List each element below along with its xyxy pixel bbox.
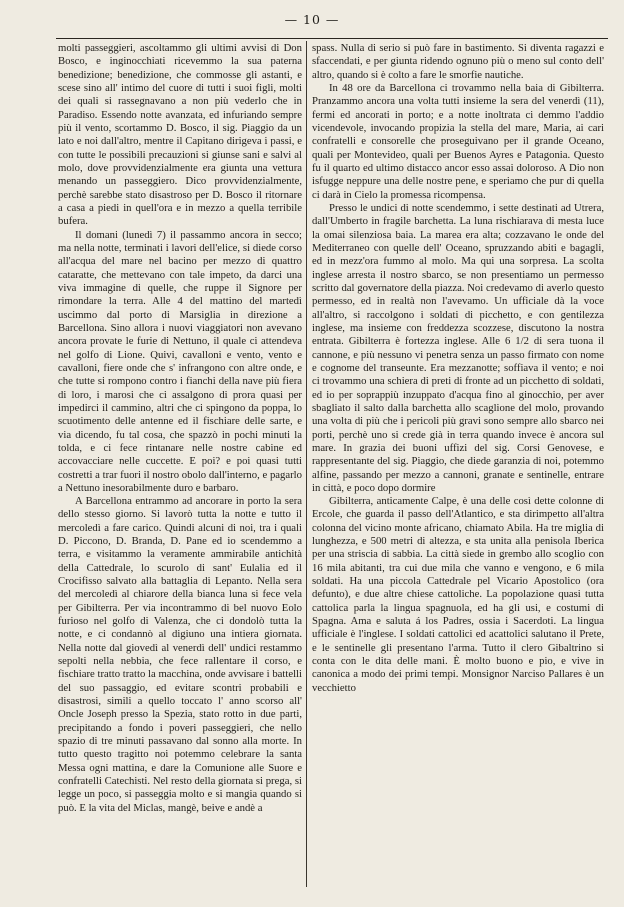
paragraph: In 48 ore da Barcellona ci trovammo nella baia di Gibilterra. Pranzammo ancora una volta tutti insieme la sera del venerdì (11), fermi ed ancorati in porto; e a notte inoltrata ci demmo l'addio vicendevole, invocando propizia la stella del mare, Maria, ai cari confratelli e consorelle che proseguivano per il grande Oceano, quali per Montevideo, quali per Buenos Ayres e Patagonia. Questo fu il quarto ed ultimo distacco ancor esso assai doloroso. A Dio non isfugge neppure una delle nostre pene, e speriamo che pur di quella ci darà in Cielo la promessa ricompensa.: [312, 81, 604, 201]
header-rule: [56, 38, 608, 39]
paragraph: Il domani (lunedì 7) il passammo ancora in secco; ma nella notte, terminati i lavori dell'elice, si diede corso all'acqua del mare nel bacino per mezzo di quattro cataratte, che mettevano con tale impeto, da darci una viva immagine di quelle, che ruppe il Signore per rimondare la terra. Alle 4 del mattino del martedì uscimmo dal porto di Marsiglia in direzione a Barcellona. Sino allora i nuovi viaggiatori non avevano ancora provate le furie di Nettuno, il quale ci attendeva nel golfo di Lione. Quivi, cavalloni e vento, vento e cavalloni, fiere onde che s' infrangono con altre onde, e che tutte si rompono contro i fianchi della nave più fiera di loro, i marosi che ci assalgono di prora quasi per impedirci il cammino, altri che ci spingono da poppa, lo scuotimento delle antenne ed il fischiare delle sarte, e via dicendo, fu tal cosa, che spazzò in pochi minuti la tolda, e ci fece rintanare nelle nostre cabine ed accovacciare nelle cuccette. E poi? e poi quasi tutti costretti a trar fuori il nostro obolo dall'interno, e pagarlo a Nettuno inesorabilmente duro e barbaro.: [58, 228, 302, 494]
right-column: [312, 42, 604, 695]
paragraph: Gibilterra, anticamente Calpe, è una delle così dette colonne di Ercole, che guarda il passo dell'Atlantico, e sta dirimpetto all'altra colonna del vicino monte africano, chiamato Abila. Ha tre miglia di lunghezza, e 500 metri di altezza, e sta unita alla penisola Iberica per una striscia di sabbia. La città siede in grembo allo scoglio con 16 mila abitanti, tra cui due mila che vanno e vengono, e 6 mila soldati. Ha una piccola Cattedrale pel Vicario Apostolico (ora defunto), e due altre chiese cattoliche. La popolazione quasi tutta cattolica parla la lingua spagnuola, ed ha gli usi, e costumi di Spagna. Ama e saluta á los Padres, ossia i Sacerdoti. La lingua ufficiale è l'inglese. I soldati cattolici ed acattolici salutano il Prete, e le sentinelle gli presentano l'arma. Tutto il clero Gibaltrino si conta con le dita delle mani. È molto buono e pio, e vive in canonica a modo dei primi tempi. Monsignor Narciso Pallares è un vecchietto: [312, 495, 604, 694]
page-number: — 10 —: [284, 12, 340, 27]
paragraph: spass. Nulla di serio si può fare in bastimento. Si diventa ragazzi e sfaccendati, e per giunta ridendo ognuno più o meno sul conto dell' altro, quando si è colto a fare le smorfie nautiche.: [312, 42, 604, 81]
left-column: [58, 42, 302, 815]
paragraph: molti passeggieri, ascoltammo gli ultimi avvisi di Don Bosco, e inginocchiati ricevemmo la sua paterna benedizione; benedizione, che commosse gli astanti, e scese sino all' intimo del cuore di tutti i suoi figli, molti dei quali si rassegnavano a non più vederlo che in Paradiso. Essendo notte avanzata, ed infuriando sempre più il vento, scortammo D. Bosco, il sig. Piaggio da un lato e noi dall'altro, mentre il Capitano dirigeva i passi, e con tutte le possibili precauzioni si giunse sani e salvi al molo, dove provvidenzialmente era giunta una vettura menando un passeggiero. Dico provvidenzialmente, perchè sarebbe stato disastroso per D. Bosco il ritornare a casa a piedi in quell'ora e in mezzo a quella terribile bufera.: [58, 42, 302, 228]
paragraph: A Barcellona entrammo ad ancorare in porto la sera dello stesso giorno. Si lavorò tutta la notte e tutto il mercoledì a fare carico. Quindi alcuni di noi, tra i quali D. Piccono, D. Branda, D. Pane ed io scendemmo a terra, e visitammo la veramente ammirabile antichità della Cattedrale, lo scurolo di sant' Eulalia ed il Crocifisso salvato alla battaglia di Lepanto. Nella sera del mercoledì al chiarore della bianca luna si fece vela per Gibilterra. Per via incontrammo di bel nuovo Eolo furioso nel golfo di Valenza, che ci dondolò tutta la notte, e ci condannò al digiuno una intiera giornata. Nella notte dal giovedì al venerdì dell' undici restammo sepolti nella nebbia, che fece rallentare il corso, e fischiare tratto tratto la macchina, onde avvisare i battelli del suo passaggio, ed evitare scontri probabili e disastrosi, simili a quello toccato l' anno scorso all' Oncle Joseph presso la Spezia, stato rotto in due parti, precipitando a fondo i poveri passeggieri, che nello spazio di tre minuti passavano dal sonno alla morte. In tutto questo tragitto noi potemmo celebrare la santa Messa ogni mattina, e dare la Comunione alle Suore e confratelli Catechisti. Nel resto della giornata si prega, si legge un poco, si passeggia molto e si mangia quando si può. E la vita del Miclas, mangè, beive e andè a: [58, 495, 302, 814]
paragraph: Presso le undici di notte scendemmo, i sette destinati ad Utrera, dall'Umberto in fragile barchetta. La luna rischiarava di mesta luce la omai silenziosa baia. La marea era alta; cozzavano le onde del Mediterraneo con quelle dell' Oceano, spruzzando abiti e bagagli, ed in mezz'ora fummo al molo. Ma qui una sorpresa. La scolta inglese arresta il nostro sbarco, se non presentiamo un permesso scritto dal governatore della piazza. Noi credevamo di averlo questo permesso, ed in realtà non l'avevamo. Un ufficiale dà la voce all'altro, si raccolgono i soldati di picchetto, e con gentilezza inglese, ma insieme con freddezza scozzese, discutono la nostra entrata. Gibilterra è fortezza inglese. Alle 6 1/2 di sera tuona il cannone, e più nessuno vi penetra senza un passo firmato con nome e cognome del transeunte. Era mezzanotte; soffiava il vento; e noi ci trovammo una schiera di preti di fronte ad un picchetto di soldati, ed io per soprappiù inzuppato d'acqua fino al ginocchio, per aver sbagliato il salto dalla barchetta allo scaglione del molo, provando una volta di più che i pericoli più gravi sono sempre allo sbarco nei porti, perchè uno si crede già in terra quando invece è ancora sul mare. In grazia dei buoni uffizi del sig. Corsi Genovese, e rappresentante del sig. Piaggio, che diede garanzia di noi, potemmo alfine, passando per mezzo a cannoni, granate e sentinelle, entrare in città, e poco dopo dormire: [312, 201, 604, 494]
column-divider: [306, 41, 307, 887]
